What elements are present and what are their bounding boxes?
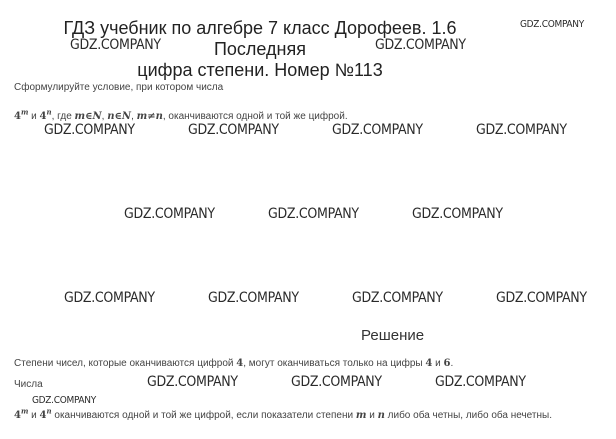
text-span: .	[450, 358, 454, 369]
math-expression: m∈N	[74, 111, 102, 122]
text-span: Степени чисел, которые оканчиваются цифрой	[14, 358, 237, 369]
text-span: либо оба четны, либо оба нечетны.	[384, 410, 552, 421]
text-span: ,	[131, 111, 137, 122]
math-number: 4	[236, 358, 244, 369]
watermark: GDZ.COMPANY	[147, 374, 238, 390]
text-span: оканчиваются одной и той же цифрой, если показатели степени	[51, 410, 356, 421]
condition-statement	[14, 107, 348, 122]
page-title-line2: цифра степени. Номер №113	[137, 60, 383, 80]
math-exponent: m	[20, 107, 29, 117]
text-span: и	[366, 410, 378, 421]
math-number: 4	[425, 358, 433, 369]
math-exponent: n	[46, 406, 52, 416]
watermark: GDZ.COMPANY	[476, 122, 567, 138]
watermark: GDZ.COMPANY	[412, 206, 503, 222]
math-variable: m	[355, 410, 367, 421]
watermark: GDZ.COMPANY	[375, 37, 466, 53]
page-title-line1: ГДЗ учебник по алгебре 7 класс Дорофеев. 1.6 Последняя	[63, 18, 457, 59]
solution-paragraph-2: Числа	[14, 379, 43, 390]
watermark: GDZ.COMPANY	[124, 206, 215, 222]
math-expression: n∈N	[107, 111, 132, 122]
text-span: и	[28, 410, 40, 421]
watermark: GDZ.COMPANY	[32, 395, 96, 406]
watermark: GDZ.COMPANY	[291, 374, 382, 390]
math-base: 4	[39, 410, 47, 421]
math-base: 4	[14, 410, 21, 421]
math-exponent: n	[46, 107, 52, 117]
watermark: GDZ.COMPANY	[268, 206, 359, 222]
watermark: GDZ.COMPANY	[70, 37, 161, 53]
watermark: GDZ.COMPANY	[520, 19, 584, 30]
text-span: , оканчиваются одной и той же цифрой.	[162, 111, 348, 122]
math-base: 4	[39, 111, 47, 122]
math-number: 6	[443, 358, 451, 369]
text-span: ,	[101, 111, 108, 122]
math-exponent: m	[20, 406, 29, 416]
math-variable: n	[377, 410, 385, 421]
solution-heading: Решение	[361, 327, 425, 344]
solution-paragraph-3	[14, 406, 552, 421]
watermark: GDZ.COMPANY	[332, 122, 423, 138]
text-span: , где	[51, 111, 75, 122]
watermark: GDZ.COMPANY	[64, 290, 155, 306]
watermark: GDZ.COMPANY	[496, 290, 587, 306]
watermark: GDZ.COMPANY	[44, 122, 135, 138]
watermark: GDZ.COMPANY	[208, 290, 299, 306]
watermark: GDZ.COMPANY	[435, 374, 526, 390]
watermark: GDZ.COMPANY	[188, 122, 279, 138]
text-span: и	[28, 111, 40, 122]
text-span: , могут оканчиваться только на цифры	[243, 358, 426, 369]
watermark: GDZ.COMPANY	[352, 290, 443, 306]
text-span: и	[432, 358, 444, 369]
math-expression: m≠n	[136, 111, 163, 122]
math-base: 4	[14, 111, 21, 122]
condition-intro: Сформулируйте условие, при котором числа	[14, 82, 224, 93]
solution-paragraph-1	[14, 358, 453, 369]
